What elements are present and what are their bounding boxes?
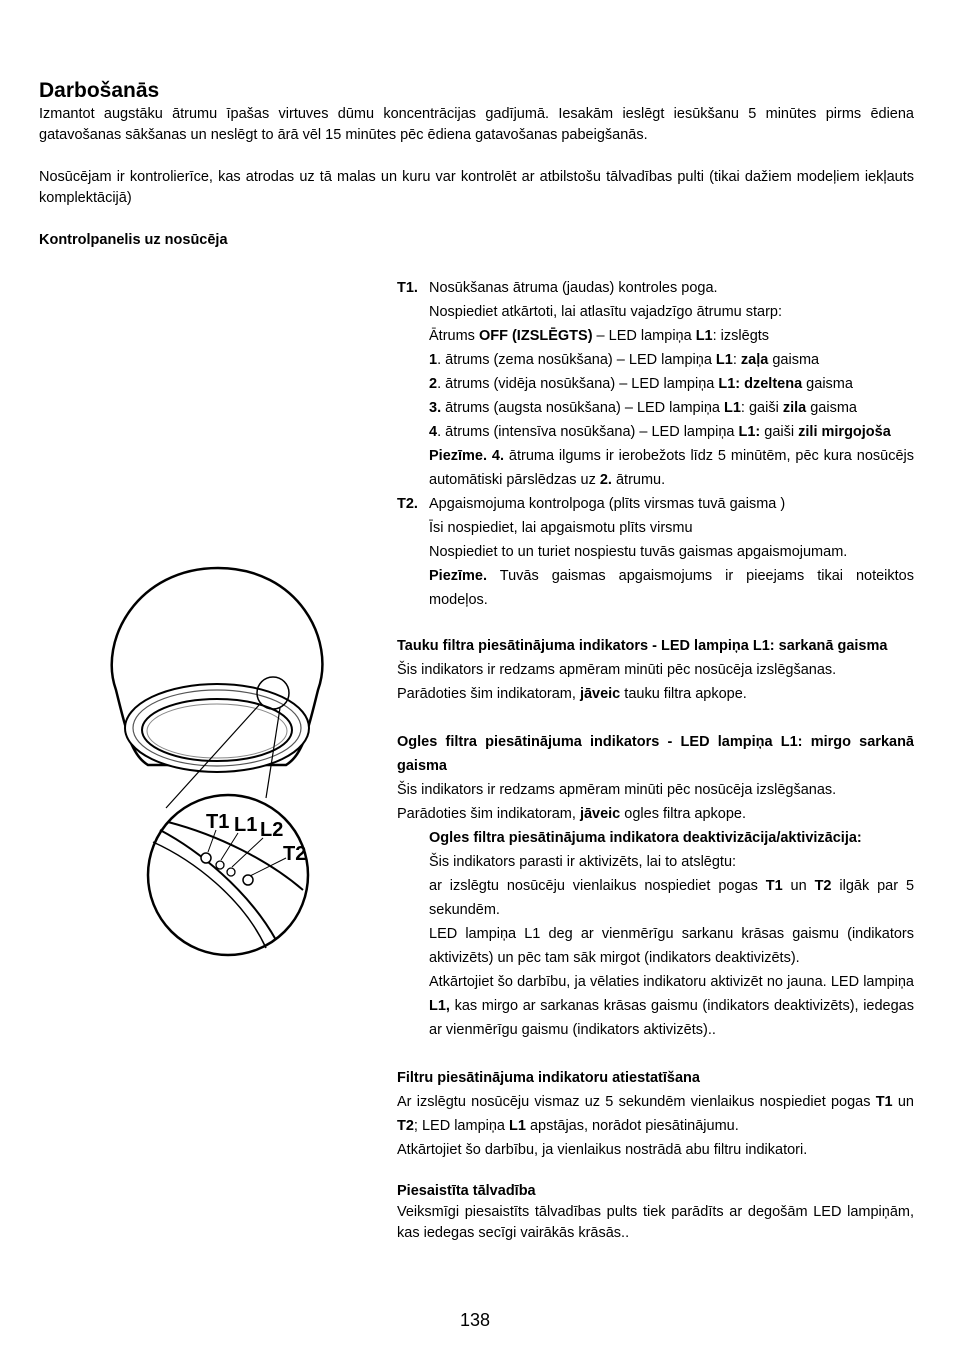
page-title: Darbošanās: [39, 79, 160, 102]
intro-paragraph-1: Izmantot augstāku ātrumu īpašas virtuves dūmu koncentrācijas gadījumā. Iesakām ieslēgt iesūkšanu 5 minūtes pirms ēdiena gatavošanas sākšanas un neslēgt to ārā vēl 15 minūtes pēc ēdiena gatavošanas pabeigšanās.: [39, 106, 914, 143]
l1-led-drawing: [216, 861, 224, 869]
label-l2: L2: [260, 819, 284, 841]
label-l1: L1: [234, 814, 258, 836]
t2-line-3: Nospiediet to un turiet nospiestu tuvās gaismas apgaismojumam.: [429, 544, 848, 560]
page-number: 138: [460, 1310, 491, 1330]
speed-2: 2. ātrums (vidēja nosūkšana) – LED lampiņa L1: dzeltena gaisma: [429, 376, 853, 392]
t1-button-drawing: [201, 853, 211, 863]
remote-heading: Piesaistīta tālvadība: [397, 1183, 536, 1199]
hood-illustration: [98, 560, 338, 960]
charcoal-sub-line-2: ar izslēgtu nosūcēju vienlaikus nospiediet pogas T1 un T2 ilgāk par 5 sekundēm.: [429, 878, 915, 918]
t2-line-2: Īsi nospiediet, lai apgaismotu plīts virsmu: [429, 520, 693, 536]
t2-line-1: Apgaismojuma kontrolpoga (plīts virsmas tuvā gaisma ): [429, 496, 786, 512]
t2-button-drawing: [243, 875, 253, 885]
speed-off: Ātrums OFF (IZSLĒGTS) – LED lampiņa L1: izslēgts: [429, 328, 770, 344]
charcoal-filter-line-2: Parādoties šim indikatoram, jāveic ogles filtra apkope.: [397, 806, 747, 822]
charcoal-filter-section: [397, 730, 914, 1042]
t1-note: Piezīme. 4. ātruma ilgums ir ierobežots līdz 5 minūtēm, pēc kura nosūcējs automātiski pārslēdzas uz 2. ātrumu.: [429, 448, 914, 488]
remote-section: [397, 1181, 914, 1244]
grease-filter-line-2: Parādoties šim indikatoram, jāveic tauku filtra apkope.: [397, 686, 747, 702]
t1-item: [397, 276, 914, 492]
reset-line-2: Atkārtojiet šo darbību, ja vienlaikus nostrādā abu filtru indikatori.: [397, 1142, 808, 1158]
reset-heading: Filtru piesātinājuma indikatoru atiestatīšana: [397, 1070, 700, 1086]
charcoal-sub-line-4: Atkārtojiet šo darbību, ja vēlaties indikatoru aktivizēt no jauna. LED lampiņa L1, kas mirgo ar sarkanas krāsas gaismu (indikators deaktivizēts), iedegas ar vienmērīgu gaismu (indikators aktivizēts)..: [429, 974, 914, 1038]
l2-led-drawing: [227, 868, 235, 876]
control-panel-heading: Kontrolpanelis uz nosūcēja: [39, 232, 228, 248]
grease-filter-heading: Tauku filtra piesātinājuma indikators - LED lampiņa L1: sarkanā gaisma: [397, 638, 888, 654]
t2-item: [397, 492, 914, 612]
reset-line-1: Ar izslēgtu nosūcēju vismaz uz 5 sekundēm vienlaikus nospiediet pogas T1 un T2; LED lampiņa L1 apstājas, norādot piesātinājumu.: [397, 1094, 914, 1134]
label-t1: T1: [206, 811, 230, 833]
charcoal-sub-heading: Ogles filtra piesātinājuma indikatora deaktivizācija/aktivizācija:: [429, 830, 862, 846]
t2-label: T2.: [397, 496, 418, 512]
speed-4: 4. ātrums (intensīva nosūkšana) – LED lampiņa L1: gaiši zili mirgojoša: [429, 424, 891, 440]
remote-line-1: Veiksmīgi piesaistīts tālvadības pults tiek parādīts ar degošām LED lampiņām, kas iedegas secīgi vairākās krāsās..: [397, 1204, 914, 1241]
t1-line-2: Nospiediet atkārtoti, lai atlasītu vajadzīgo ātrumu starp:: [429, 304, 783, 320]
intro-paragraph-2: Nosūcējam ir kontrolierīce, kas atrodas uz tā malas un kuru var kontrolēt ar atbilstošu tālvadības pulti (tikai dažiem modeļiem iekļauts komplektācijā): [39, 169, 914, 206]
t1-line-1: Nosūkšanas ātruma (jaudas) kontroles poga.: [429, 280, 718, 296]
charcoal-subsection: [397, 826, 914, 1042]
grease-filter-line-1: Šis indikators ir redzams apmēram minūti pēc nosūcēja izslēgšanas.: [397, 662, 837, 678]
speed-1: 1. ātrums (zema nosūkšana) – LED lampiņa L1: zaļa gaisma: [429, 352, 820, 368]
buttons-section: [397, 276, 914, 612]
charcoal-filter-heading: Ogles filtra piesātinājuma indikators - LED lampiņa L1: mirgo sarkanā gaisma: [397, 734, 914, 774]
grease-filter-section: [397, 634, 914, 706]
speed-3: 3. ātrums (augsta nosūkšana) – LED lampiņa L1: gaiši zila gaisma: [429, 400, 857, 416]
charcoal-sub-line-3: LED lampiņa L1 deg ar vienmērīgu sarkanu krāsas gaismu (indikators aktivizēts) un pēc tam sāk mirgot (indikators deaktivizēts).: [429, 926, 914, 966]
charcoal-sub-line-1: Šis indikators parasti ir aktivizēts, lai to atslēgtu:: [429, 854, 737, 870]
t1-label: T1.: [397, 280, 418, 296]
t2-note: Piezīme. Tuvās gaismas apgaismojums ir pieejams tikai noteiktos modeļos.: [429, 568, 914, 608]
reset-section: [397, 1066, 914, 1162]
charcoal-filter-line-1: Šis indikators ir redzams apmēram minūti pēc nosūcēja izslēgšanas.: [397, 782, 837, 798]
label-t2: T2: [283, 843, 307, 865]
